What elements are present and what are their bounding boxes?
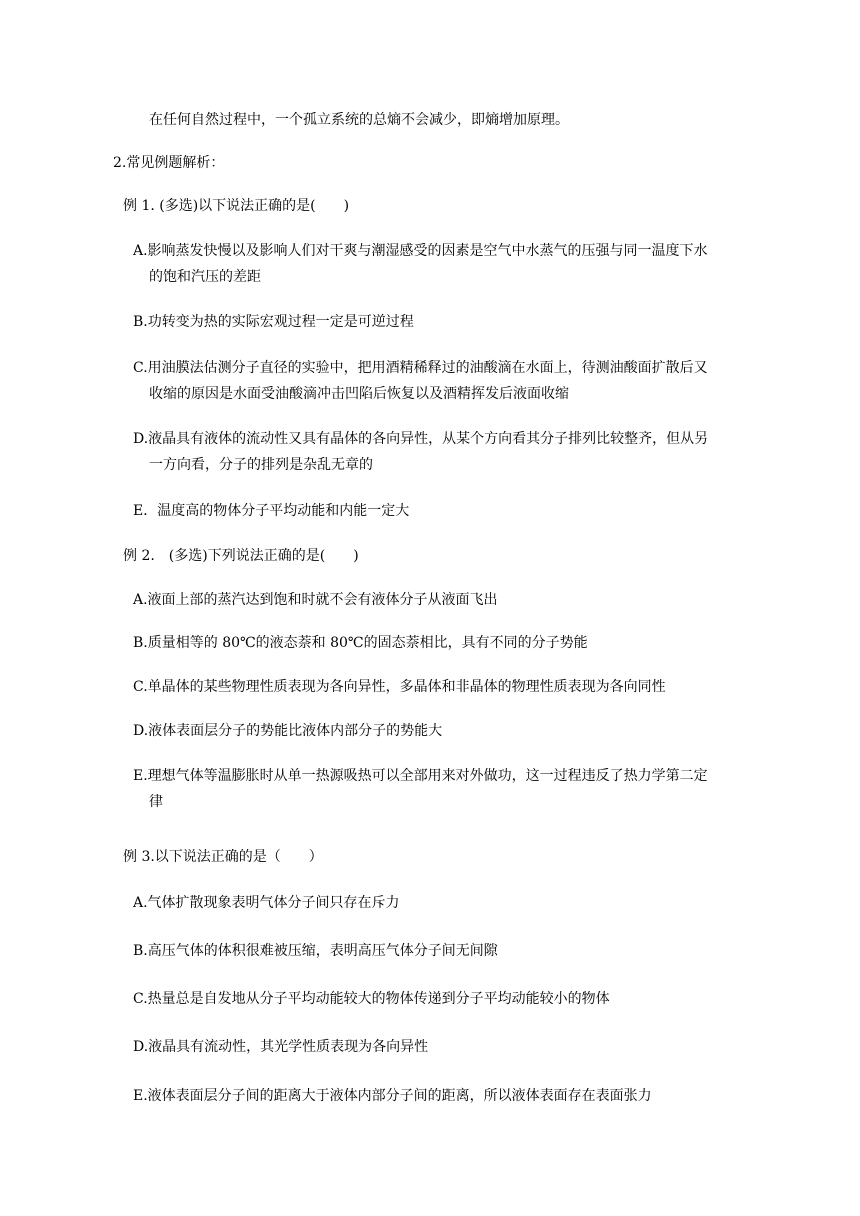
example-3-option-d: D.液晶具有流动性，其光学性质表现为各向异性 <box>133 1039 429 1055</box>
example-1-option-c-line-2: 收缩的原因是水面受油酸滴冲击凹陷后恢复以及酒精挥发后液面收缩 <box>149 386 569 402</box>
example-3-title: 例 3.以下说法正确的是（ ） <box>123 849 323 865</box>
example-2-option-b: B.质量相等的 80℃的液态萘和 80℃的固态萘相比，具有不同的分子势能 <box>133 635 588 651</box>
example-1-option-a-line-1: A.影响蒸发快慢以及影响人们对干爽与潮湿感受的因素是空气中水蒸气的压强与同一温度下水 <box>133 243 708 259</box>
entropy-principle-text: 在任何自然过程中，一个孤立系统的总熵不会减少，即熵增加原理。 <box>149 112 569 128</box>
section-heading: 2.常见例题解析： <box>113 155 225 171</box>
example-2-option-a: A.液面上部的蒸汽达到饱和时就不会有液体分子从液面飞出 <box>133 592 498 608</box>
example-1-option-d-line-2: 一方向看，分子的排列是杂乱无章的 <box>149 457 373 473</box>
example-2-title: 例 2. (多选)下列说法正确的是( ) <box>123 548 359 564</box>
example-2-option-d: D.液体表面层分子的势能比液体内部分子的势能大 <box>133 723 443 739</box>
example-3-option-a: A.气体扩散现象表明气体分子间只存在斥力 <box>133 895 400 911</box>
example-1-option-e: E．温度高的物体分子平均动能和内能一定大 <box>133 503 410 519</box>
example-1-option-d-line-1: D.液晶具有液体的流动性又具有晶体的各向异性，从某个方向看其分子排列比较整齐，但从另 <box>133 431 709 447</box>
example-2-option-c: C.单晶体的某些物理性质表现为各向异性，多晶体和非晶体的物理性质表现为各向同性 <box>133 679 666 695</box>
example-3-option-c: C.热量总是自发地从分子平均动能较大的物体传递到分子平均动能较小的物体 <box>133 991 610 1007</box>
example-2-option-e-line-1: E.理想气体等温膨胀时从单一热源吸热可以全部用来对外做功，这一过程违反了热力学第二定 <box>133 768 708 784</box>
example-1-option-b: B.功转变为热的实际宏观过程一定是可逆过程 <box>133 314 414 330</box>
example-1-option-c-line-1: C.用油膜法估测分子直径的实验中，把用酒精稀释过的油酸滴在水面上，待测油酸面扩散后又 <box>133 360 708 376</box>
example-2-option-e-line-2: 律 <box>149 794 163 810</box>
example-1-title: 例 1. (多选)以下说法正确的是( ) <box>123 198 350 214</box>
example-3-option-e: E.液体表面层分子间的距离大于液体内部分子间的距离，所以液体表面存在表面张力 <box>133 1088 652 1104</box>
example-3-option-b: B.高压气体的体积很难被压缩，表明高压气体分子间无间隙 <box>133 943 498 959</box>
example-1-option-a-line-2: 的饱和汽压的差距 <box>149 269 261 285</box>
